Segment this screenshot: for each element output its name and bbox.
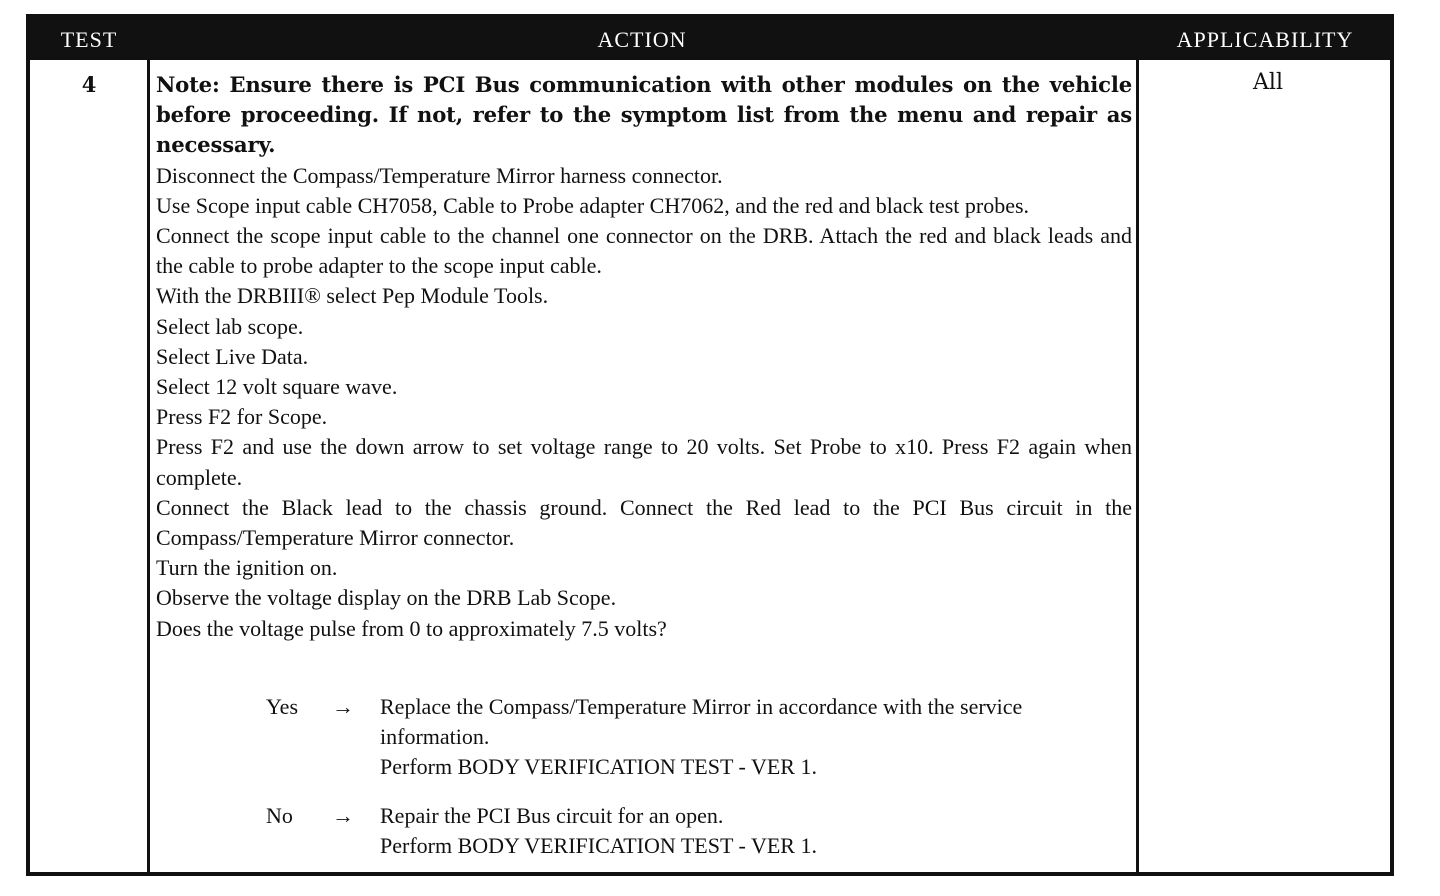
applicability-value: All — [1253, 70, 1283, 95]
action-step: Press F2 for Scope. — [156, 404, 328, 430]
answer-label: Yes — [266, 694, 299, 719]
header-action: ACTION — [597, 27, 687, 52]
header-test: TEST — [60, 27, 118, 52]
action-step: Observe the voltage display on the DRB Lab Scope. — [156, 585, 617, 611]
action-step: Press F2 and use the down arrow to set voltage range to 20 volts. Set Probe to x10. Press F2 again when complete. — [156, 434, 1132, 490]
answer-label: No — [266, 802, 293, 828]
answer-no — [156, 801, 1132, 861]
diagnostic-table — [26, 14, 1394, 876]
action-step: Use Scope input cable CH7058, Cable to Probe adapter CH7062, and the red and black test probes. — [156, 192, 1030, 218]
action-step: Connect the Black lead to the chassis ground. Connect the Red lead to the PCI Bus circuit in the Compass/Temperature Mirror connector. — [156, 494, 1132, 551]
action-text — [156, 70, 1132, 644]
action-question: Does the voltage pulse from 0 to approximately 7.5 volts? — [156, 615, 667, 641]
test-number: 4 — [81, 72, 97, 97]
answer-line: Perform BODY VERIFICATION TEST - VER 1. — [380, 754, 817, 780]
answer-yes — [156, 692, 1132, 783]
answer-line: Replace the Compass/Temperature Mirror in accordance with the service information. — [380, 694, 1023, 750]
action-step: Turn the ignition on. — [156, 555, 338, 581]
action-step: Connect the scope input cable to the channel one connector on the DRB. Attach the red and black leads and the cable to probe adapter to the scope input cable. — [156, 223, 1132, 279]
action-step: With the DRBIII® select Pep Module Tools. — [156, 283, 549, 309]
answer-text — [380, 801, 1132, 861]
arrow-right-icon: → — [332, 802, 354, 828]
answer-line: Perform BODY VERIFICATION TEST - VER 1. — [380, 832, 817, 858]
action-step: Select 12 volt square wave. — [156, 374, 398, 400]
header-applicability: APPLICABILITY — [1176, 27, 1354, 52]
action-note: Note: Ensure there is PCI Bus communication with other modules on the vehicle before proceeding. If not, refer to the symptom list from the menu and repair as necessary. — [156, 72, 1132, 158]
column-divider-test — [147, 60, 150, 872]
action-step: Select lab scope. — [156, 313, 304, 339]
action-step: Select Live Data. — [156, 343, 309, 369]
answer-text — [380, 692, 1132, 783]
answer-line: Repair the PCI Bus circuit for an open. — [380, 802, 724, 828]
answer-list — [156, 692, 1132, 879]
action-step: Disconnect the Compass/Temperature Mirror harness connector. — [156, 162, 723, 188]
arrow-right-icon: → — [332, 694, 354, 719]
column-divider-action — [1136, 60, 1139, 872]
table-header — [30, 18, 1390, 60]
